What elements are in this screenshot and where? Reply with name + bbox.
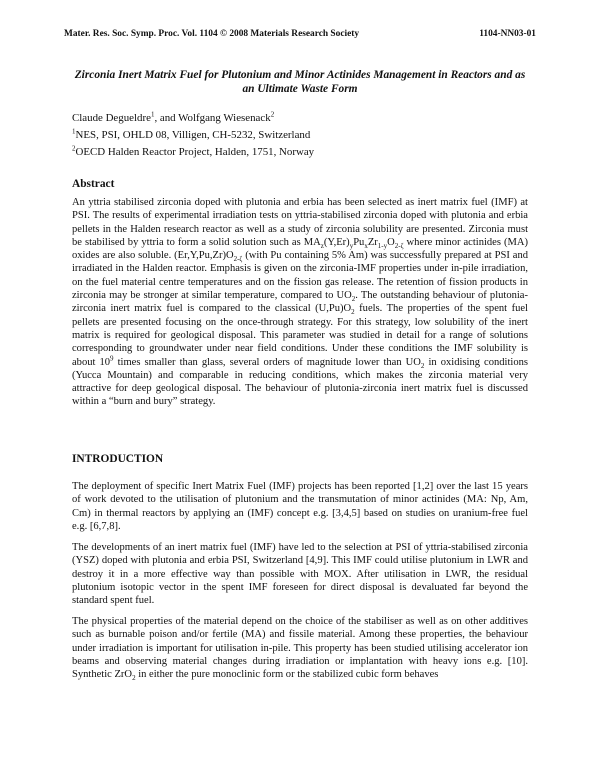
- affiliation-marker: 1: [72, 127, 76, 136]
- formula-subscript: z: [320, 242, 324, 250]
- author-line: [72, 110, 528, 127]
- author-name: Wolfgang Wiesenack: [178, 112, 271, 124]
- affiliation-marker: 2: [72, 143, 76, 152]
- abstract-text: fuels. The properties of the spent fuel pellets are presented focusing on the once-through strategy. For this strategy, low solubility of the inert matrix is required for geological disposal. This parameter was studied in detail for a range of solutions corresponding to groundwater under near field conditions. Under these conditions the IMF solubility is about 10: [72, 303, 528, 368]
- affiliation-text: OECD Halden Reactor Project, Halden, 1751, Norway: [75, 145, 315, 158]
- running-header: [64, 29, 536, 39]
- formula-subscript: 2: [351, 308, 355, 317]
- formula-subscript: x: [364, 242, 368, 250]
- formula-text: Zr: [367, 236, 378, 248]
- affiliation-marker: 1: [150, 110, 155, 119]
- journal-citation: Mater. Res. Soc. Symp. Proc. Vol. 1104 © 2008 Materials Research Society: [64, 29, 360, 39]
- formula-subscript: 2-ζ: [394, 242, 404, 250]
- formula-text: O: [387, 236, 395, 248]
- intro-paragraph-3: [72, 615, 528, 681]
- formula-subscript: 2: [351, 295, 356, 304]
- paper-title: Zirconia Inert Matrix Fuel for Plutonium and Minor Actinides Management in Reactors and as an Ultimate Waste Form: [74, 69, 526, 95]
- abstract-text: An yttria stabilised zirconia doped with plutonia and erbia has been selected as inert matrix fuel (IMF) at PSI. The results of experimental irradiation tests on yttria-stabilised zirconia doped with plutonia and erbia pellets in the Halden research reactor as well as a study of zirconia solubility are presented. Zirconia must be stabilised by yttria to form a solid solution such as MA: [72, 197, 528, 248]
- formula-subscript: y: [349, 242, 354, 250]
- author-separator: , and: [154, 112, 179, 124]
- author-block: [72, 110, 528, 160]
- intro-paragraph-2: The developments of an inert matrix fuel (IMF) have led to the selection at PSI of yttria-stabilised zirconia (YSZ) doped with plutonia and erbia PSI, Switzerland [4,9]. This IMF could utilise plutonium in LWR and destroy it in a more effective way than possible with MOX. After utilisation in LWR, the residual plutonium isotopic vector in the spent IMF foreseen for direct disposal is devaluated far beyond the standard spent fuel.: [72, 542, 528, 607]
- affiliation-line: [72, 127, 528, 144]
- affiliation-text: NES, PSI, OHLD 08, Villigen, CH-5232, Switzerland: [75, 128, 311, 141]
- intro-paragraph-1: The deployment of specific Inert Matrix Fuel (IMF) projects has been reported [1,2] over the last 15 years of work devoted to the utilisation of plutonium and the transmutation of minor actinides (MA: Np, Am, Cm) in thermal reactors by applying an (IMF) concept e.g. [3,4,5] based on studies on uranium-free fuel e.g. [6,7,8].: [72, 481, 528, 532]
- abstract-heading: Abstract: [72, 178, 115, 190]
- author-name: Claude Degueldre: [72, 112, 151, 124]
- abstract-text: where minor actinides (MA) oxides are also soluble. (Er,Y,Pu,Zr)O: [72, 236, 528, 262]
- intro-text: The physical properties of the material depend on the choice of the stabiliser as well as on other additives such as burnable poison and/or fertile (MA) and fissile material. Among these properties, the behaviour under irradiation is important for utilisation in-pile. This property has been studied utilising accelerator ion beams and observing material changes during irradiation or implantation with heavy ions e.g. [10]. Synthetic ZrO: [72, 616, 528, 681]
- formula-text: Pu: [353, 236, 365, 248]
- intro-text: in either the pure monoclinic form or the stabilized cubic form behaves: [135, 669, 439, 681]
- abstract-text: (with Pu containing 5% Am) was successfully prepared at PSI and irradiated in the Halden reactor. Emphasis is given on the zirconia-IMF properties under in-pile irradiation, on the fuel material centre temperatures and on the fission gas release. The retention of fission products in zirconia may be stronger at similar temperature, compared to UO: [72, 250, 529, 302]
- paper-id: 1104-NN03-01: [479, 29, 536, 39]
- formula-subscript: 2: [132, 674, 136, 683]
- abstract-text: times smaller than glass, several orders of magnitude lower than UO: [113, 356, 421, 368]
- affiliation-line: [72, 144, 528, 161]
- abstract-paragraph: [72, 196, 528, 409]
- introduction-heading: INTRODUCTION: [72, 453, 164, 465]
- affiliation-marker: 2: [270, 110, 275, 119]
- formula-text: (Y,Er): [323, 236, 350, 248]
- abstract-text: in oxidising conditions (Yucca Mountain) and comparable in reducing conditions, which makes the zirconia material very attractive for deep geological disposal. The behaviour of plutonia-zirconia inert matrix fuel is discussed within a “burn and bury” strategy.: [72, 356, 528, 408]
- formula-subscript: 2-ζ: [233, 255, 243, 264]
- formula-subscript: 1-y: [377, 242, 388, 250]
- abstract-text: . The outstanding behaviour of plutonia-zirconia inert matrix fuel is compared to the classical (U,Pu)O: [72, 290, 529, 315]
- exponent: 9: [110, 354, 114, 363]
- formula-subscript: 2: [420, 361, 425, 370]
